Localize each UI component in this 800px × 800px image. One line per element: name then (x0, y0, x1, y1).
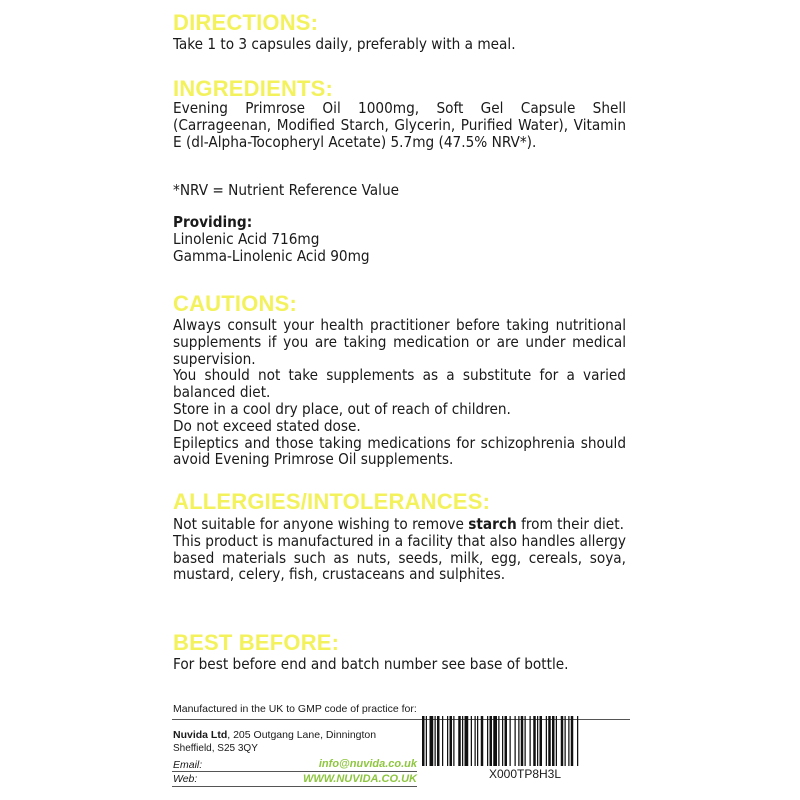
caution-line: You should not take supplements as a substitute for a varied balanced diet. (173, 366, 626, 402)
email-link[interactable]: info@nuvida.co.uk (318, 758, 417, 770)
directions-text (173, 36, 626, 53)
barcode-image (420, 716, 630, 766)
best-before-heading: BEST BEFORE: (173, 630, 340, 655)
ingredients-list: Evening Primrose Oil 1000mg, Soft Gel Capsule Shell (Carrageenan, Modified Starch, Glycerin, Purified Water), Vitamin E (dl-Alpha-Tocopheryl Acetate) 5.7mg (47.5% NRV*). (173, 99, 626, 151)
directions-heading: DIRECTIONS: (173, 10, 319, 35)
providing-label: Providing: (173, 213, 253, 231)
ingredients-text (173, 100, 626, 150)
nrv-note (173, 182, 626, 199)
company-address (173, 729, 376, 741)
barcode-number: X000TP8H3L (488, 767, 562, 781)
address-line1: , 205 Outgang Lane, Dinnington (227, 729, 377, 741)
nrv-note-text: *NRV = Nutrient Reference Value (173, 181, 400, 199)
address-line2: Sheffield, S25 3QY (173, 743, 258, 754)
providing-block (173, 214, 626, 264)
best-before-text (173, 656, 626, 673)
best-before-line: For best before end and batch number see base of bottle. (173, 655, 569, 673)
web-rule (172, 786, 417, 787)
allergies-text (173, 516, 626, 583)
caution-line: Do not exceed stated dose. (173, 416, 361, 435)
starch-emphasis: starch (468, 515, 517, 533)
company-name: Nuvida Ltd (173, 729, 228, 741)
manufactured-text: Manufactured in the UK to GMP code of practice for: (173, 703, 417, 715)
cautions-heading: CAUTIONS: (173, 291, 298, 316)
providing-item: Linolenic Acid 716mg (173, 229, 320, 248)
allergy-line: This product is manufactured in a facility that also handles allergy based materials such as nuts, seeds, milk, egg, cereals, soya, mustard, celery, fish, crustaceans and sulphites. (173, 531, 626, 584)
email-rule (172, 771, 417, 772)
web-label: Web: (173, 773, 198, 785)
caution-line: Store in a cool dry place, out of reach of children. (173, 399, 511, 418)
ingredients-heading: INGREDIENTS: (173, 76, 334, 101)
allergies-heading: ALLERGIES/INTOLERANCES: (173, 489, 491, 514)
email-label: Email: (173, 759, 203, 771)
cautions-text (173, 317, 626, 468)
caution-line: Epileptics and those taking medications for schizophrenia should avoid Evening Primrose Oil supplements. (173, 433, 626, 469)
web-link[interactable]: WWW.NUVIDA.CO.UK (302, 773, 417, 785)
caution-line: Always consult your health practitioner before taking nutritional supplements if you are taking medication or are under medical supervision. (173, 316, 626, 368)
allergy-line: Not suitable for anyone wishing to remove starch from their diet. (173, 515, 624, 533)
providing-item: Gamma-Linolenic Acid 90mg (173, 246, 370, 265)
directions-line: Take 1 to 3 capsules daily, preferably with a meal. (173, 35, 516, 53)
